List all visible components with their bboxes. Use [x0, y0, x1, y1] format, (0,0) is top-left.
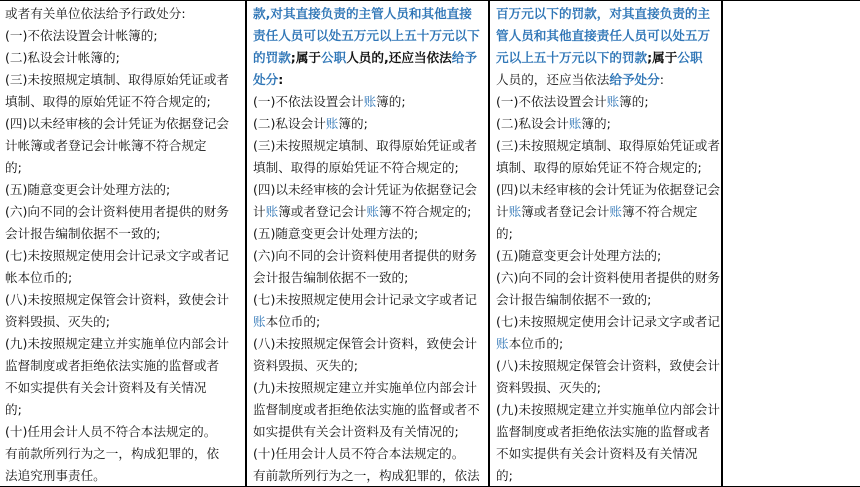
text-line: [253, 201, 471, 223]
column-original-text: [0, 1, 245, 486]
text-segment: 簿的;: [619, 94, 649, 109]
text-segment: 的;: [496, 226, 513, 241]
text-segment: ;属于: [290, 50, 322, 65]
text-line: [5, 157, 22, 179]
text-segment: (六)向不同的会计资料使用者提供的财务: [496, 270, 720, 285]
text-line: [5, 399, 22, 421]
text-line: [496, 25, 710, 47]
text-segment: 账: [366, 204, 379, 219]
text-segment: 管人员和其他直接责任人员可以处五万: [496, 28, 711, 43]
text-line: [253, 179, 477, 201]
text-line: [496, 465, 513, 486]
text-segment: 的;: [5, 160, 22, 175]
text-segment: (三)未按照规定填制、取得原始凭证或者: [5, 72, 229, 87]
text-line: [496, 47, 703, 69]
text-segment: 账: [609, 204, 622, 219]
text-segment: (九)未按照规定建立并实施单位内部会计: [5, 336, 229, 351]
text-segment: 填制、取得的原始凭证不符合规定的;: [253, 160, 459, 175]
text-segment: 账: [508, 204, 522, 219]
text-line: [253, 91, 406, 113]
text-line: [496, 443, 698, 465]
text-segment: 责任人员可以处五万元以上五十万元以下: [253, 28, 480, 43]
text-segment: (九)未按照规定建立并实施单位内部会计: [496, 402, 720, 417]
text-line: [5, 135, 207, 157]
text-segment: (十)任用会计人员不符合本法规定的。: [5, 424, 217, 439]
text-line: [496, 333, 563, 355]
text-line: [5, 113, 229, 135]
text-segment: 有前款所列行为之一，构成犯罪的，依法: [253, 468, 480, 483]
text-segment: 资料毁损、灭失的;: [253, 358, 358, 373]
text-segment: (二)私设会计: [253, 116, 326, 131]
text-segment: 监督制度或者拒绝依法实施的监督或者不: [253, 402, 480, 417]
text-segment: 资料毁损、灭失的;: [496, 380, 601, 395]
text-segment: (二)私设会计帐簿的;: [5, 50, 120, 65]
text-line: [496, 289, 651, 311]
text-line: [253, 311, 320, 333]
text-line: [496, 421, 710, 443]
text-segment: 不如实提供有关会计资料及有关情况: [5, 380, 207, 395]
text-line: [496, 245, 661, 267]
text-line: [496, 267, 720, 289]
text-segment: 账: [363, 94, 377, 109]
text-segment: :: [659, 72, 664, 87]
text-segment: 簿或者登记会计: [521, 204, 610, 219]
text-segment: 计: [496, 204, 509, 219]
text-segment: (六)向不同的会计资料使用者提供的财务: [253, 248, 477, 263]
text-segment: 计: [253, 204, 266, 219]
text-segment: 会计报告编制依据不一致的;: [5, 226, 161, 241]
text-segment: 款,对其直接负责的主管人员和其他直接: [253, 6, 472, 21]
text-line: [253, 267, 408, 289]
text-line: [496, 355, 720, 377]
text-line: [5, 443, 219, 465]
text-segment: 处分: [253, 72, 279, 87]
text-segment: (五)随意变更会计处理方法的;: [496, 248, 662, 263]
text-segment: 人员的，还应当依法: [496, 72, 610, 87]
text-line: [253, 377, 477, 399]
text-line: [496, 113, 611, 135]
text-line: [253, 465, 480, 486]
text-segment: 元以上五十万元以下的罚款: [496, 50, 648, 65]
text-segment: 资料毁损、灭失的;: [5, 314, 110, 329]
text-segment: 帐本位币的;: [5, 270, 73, 285]
text-line: [5, 69, 229, 91]
text-line: [5, 267, 72, 289]
text-line: [5, 333, 229, 355]
text-line: [5, 421, 216, 443]
text-segment: (十)任用会计人员不符合本法规定的。: [253, 446, 465, 461]
text-segment: 的罚款: [253, 50, 291, 65]
text-line: [496, 201, 698, 223]
text-segment: (八)未按照规定保管会计资料，致使会计: [5, 292, 229, 307]
text-line: [253, 443, 464, 465]
text-line: [5, 179, 170, 201]
text-segment: (七)未按照规定使用会计记录文字或者记: [5, 248, 229, 263]
text-segment: 的;: [496, 468, 513, 483]
text-line: [5, 311, 110, 333]
text-segment: 账: [325, 116, 339, 131]
text-segment: (二)私设会计: [496, 116, 569, 131]
text-segment: (四)以未经审核的会计凭证为依据登记会: [253, 182, 477, 197]
text-line: [496, 3, 710, 25]
text-line: [253, 333, 477, 355]
text-line: [5, 201, 229, 223]
text-segment: 簿或者登记会计: [278, 204, 367, 219]
text-line: [496, 135, 720, 157]
text-line: [496, 179, 720, 201]
text-segment: ;属于: [647, 50, 678, 65]
text-line: [5, 91, 211, 113]
text-line: [5, 289, 229, 311]
text-line: [253, 113, 368, 135]
text-segment: 簿不符合规定的;: [378, 204, 472, 219]
text-line: [5, 25, 158, 47]
text-line: [5, 377, 207, 399]
text-segment: (八)未按照规定保管会计资料，致使会计: [253, 336, 477, 351]
text-segment: (三)未按照规定填制、取得原始凭证或者: [253, 138, 477, 153]
text-line: [253, 69, 283, 91]
text-segment: (七)未按照规定使用会计记录文字或者记: [253, 292, 477, 307]
text-segment: (一)不依法设置会计: [253, 94, 364, 109]
text-segment: 簿的;: [338, 116, 368, 131]
text-line: [5, 245, 229, 267]
text-segment: (三)未按照规定填制、取得原始凭证或者: [496, 138, 720, 153]
text-segment: :: [278, 72, 284, 87]
text-segment: 簿不符合规定: [621, 204, 698, 219]
text-line: [253, 25, 480, 47]
text-segment: 计帐簿或者登记会计帐簿不符合规定: [5, 138, 207, 153]
text-line: [496, 399, 720, 421]
text-segment: 监督制度或者拒绝依法实施的监督或者: [496, 424, 711, 439]
text-line: [496, 377, 601, 399]
text-segment: 填制、取得的原始凭证不符合规定的;: [496, 160, 702, 175]
text-line: [253, 355, 358, 377]
text-line: [5, 465, 106, 486]
text-line: [253, 3, 472, 25]
text-segment: (一)不依法设置会计帐簿的;: [5, 28, 158, 43]
text-segment: (五)随意变更会计处理方法的;: [5, 182, 171, 197]
text-segment: 账: [568, 116, 582, 131]
text-segment: 公职: [677, 50, 703, 65]
text-segment: 会计报告编制依据不一致的;: [496, 292, 652, 307]
text-segment: 给予处分: [609, 72, 660, 87]
text-segment: 会计报告编制依据不一致的;: [253, 270, 409, 285]
text-segment: 公职: [321, 50, 347, 65]
text-segment: 填制、取得的原始凭证不符合规定的;: [5, 94, 211, 109]
text-line: [5, 355, 219, 377]
text-line: [496, 69, 664, 91]
text-line: [253, 157, 459, 179]
text-segment: 人员的,还应当依法: [346, 50, 452, 65]
text-segment: (七)未按照规定使用会计记录文字或者记: [496, 314, 720, 329]
text-segment: 本位币的;: [265, 314, 321, 329]
text-line: [253, 399, 480, 421]
text-segment: 本位币的;: [508, 336, 564, 351]
text-segment: 账: [496, 336, 509, 351]
text-segment: 不如实提供有关会计资料及有关情况: [496, 446, 698, 461]
text-segment: 的;: [5, 402, 22, 417]
column-draft-text: [247, 1, 488, 486]
text-segment: 有前款所列行为之一，构成犯罪的，依: [5, 446, 220, 461]
text-line: [5, 223, 160, 245]
text-segment: 账: [253, 314, 266, 329]
text-segment: 账: [606, 94, 620, 109]
text-segment: 簿的;: [376, 94, 406, 109]
text-line: [496, 157, 702, 179]
text-line: [253, 223, 418, 245]
text-segment: 如实提供有关会计资料及有关情况的;: [253, 424, 459, 439]
text-segment: (六)向不同的会计资料使用者提供的财务: [5, 204, 229, 219]
text-line: [496, 223, 513, 245]
text-segment: 给予: [451, 50, 477, 65]
text-line: [253, 289, 477, 311]
column-revised-text: [490, 1, 721, 486]
text-line: [496, 311, 720, 333]
text-segment: (一)不依法设置会计: [496, 94, 607, 109]
text-segment: (八)未按照规定保管会计资料，致使会计: [496, 358, 720, 373]
text-segment: (四)以未经审核的会计凭证为依据登记会: [496, 182, 720, 197]
text-line: [253, 135, 477, 157]
text-line: [253, 421, 459, 443]
text-segment: 百万元以下的罚款，对其直接负责的主: [496, 6, 711, 21]
text-segment: 监督制度或者拒绝依法实施的监督或者: [5, 358, 220, 373]
text-segment: (四)以未经审核的会计凭证为依据登记会: [5, 116, 229, 131]
text-line: [253, 245, 477, 267]
text-segment: 账: [265, 204, 279, 219]
text-segment: 或者有关单位依法给予行政处分:: [5, 6, 186, 21]
text-line: [5, 3, 186, 25]
text-segment: 簿的;: [581, 116, 611, 131]
text-segment: 法追究刑事责任。: [5, 468, 106, 483]
text-segment: (九)未按照规定建立并实施单位内部会计: [253, 380, 477, 395]
text-segment: (五)随意变更会计处理方法的;: [253, 226, 419, 241]
text-line: [496, 91, 649, 113]
text-line: [253, 47, 477, 69]
column-notes: [723, 1, 860, 486]
text-line: [5, 47, 120, 69]
